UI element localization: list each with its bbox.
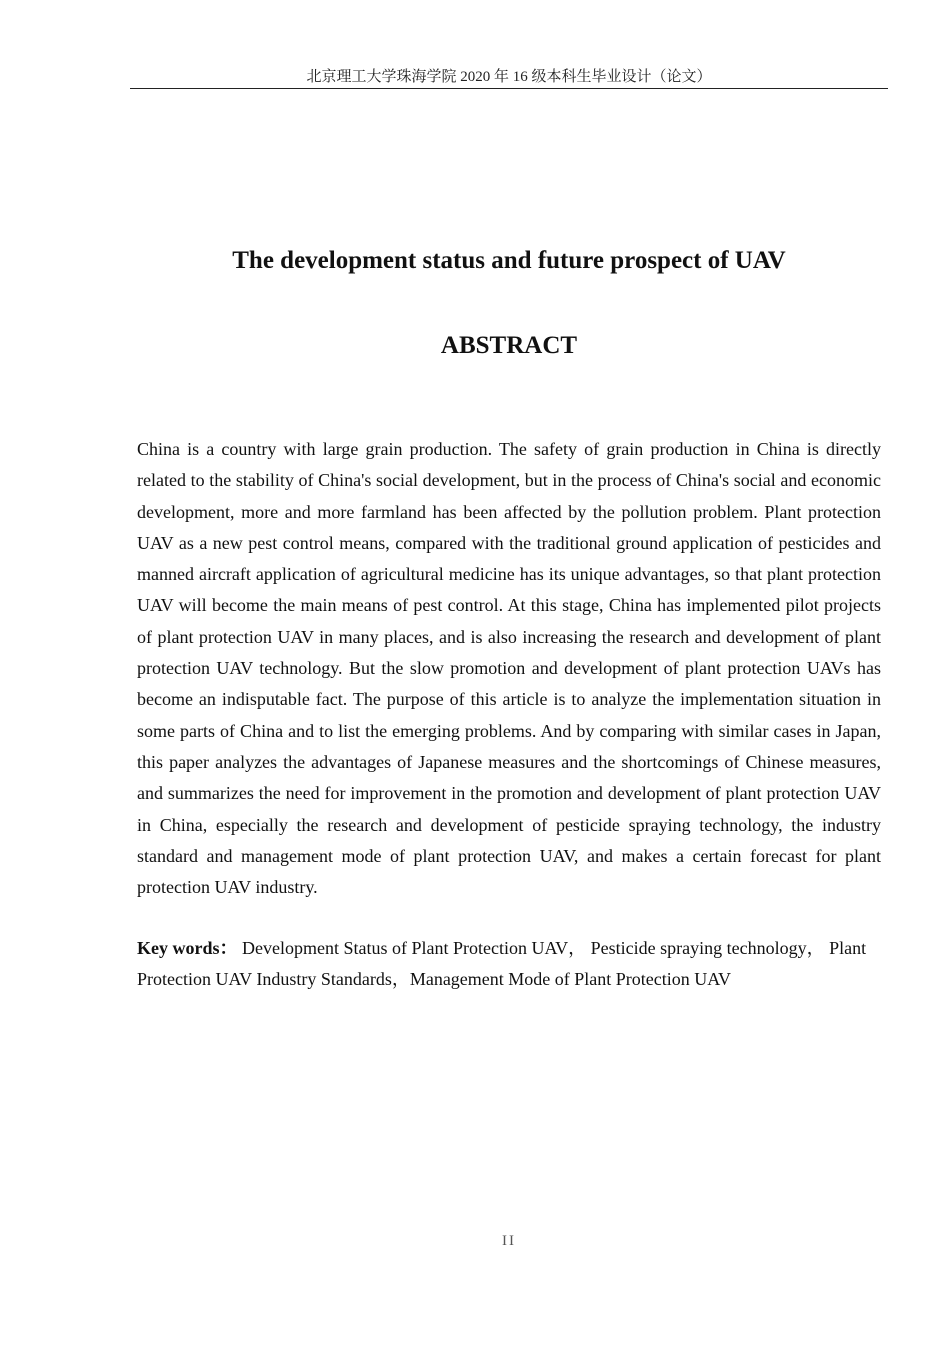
abstract-body: China is a country with large grain production. The safety of grain production in China is directly related to the stability of China's social development, but in the process of China's social and economic development, more and more farmland has been affected by the pollution problem. Plant protection UAV as a new pest control means, compared with the traditional ground application of pesticides and manned aircraft application of agricultural medicine has its unique advantages, so that plant protection UAV will become the main means of pest control. At this stage, China has implemented pilot projects of plant protection UAV in many places, and is also increasing the research and development of plant protection UAV technology. But the slow promotion and development of plant protection UAVs has become an indisputable fact. The purpose of this article is to analyze the implementation situation in some parts of China and to list the emerging problems. And by comparing with similar cases in Japan, this paper analyzes the advantages of Japanese measures and the shortcomings of Chinese measures, and summarizes the need for improvement in the promotion and development of plant protection UAV in China, especially the research and development of pesticide spraying technology, the industry standard and management mode of plant protection UAV, and makes a certain forecast for plant protection UAV industry. [137,439,881,898]
keywords-label: Key words： [137,938,238,958]
page-number: II [502,1233,516,1249]
keywords-list: Development Status of Plant Protection UAV， Pesticide spraying technology， Plant Protection UAV Industry Standards，Management Mode of Plant Protection UAV [137,938,867,989]
abstract-heading: ABSTRACT [440,332,578,359]
document-title: The development status and future prospect of UAV [232,247,786,274]
keywords-paragraph [137,933,881,995]
page-header: 北京理工大学珠海学院 2020 年 16 级本科生毕业设计（论文） [130,66,888,89]
